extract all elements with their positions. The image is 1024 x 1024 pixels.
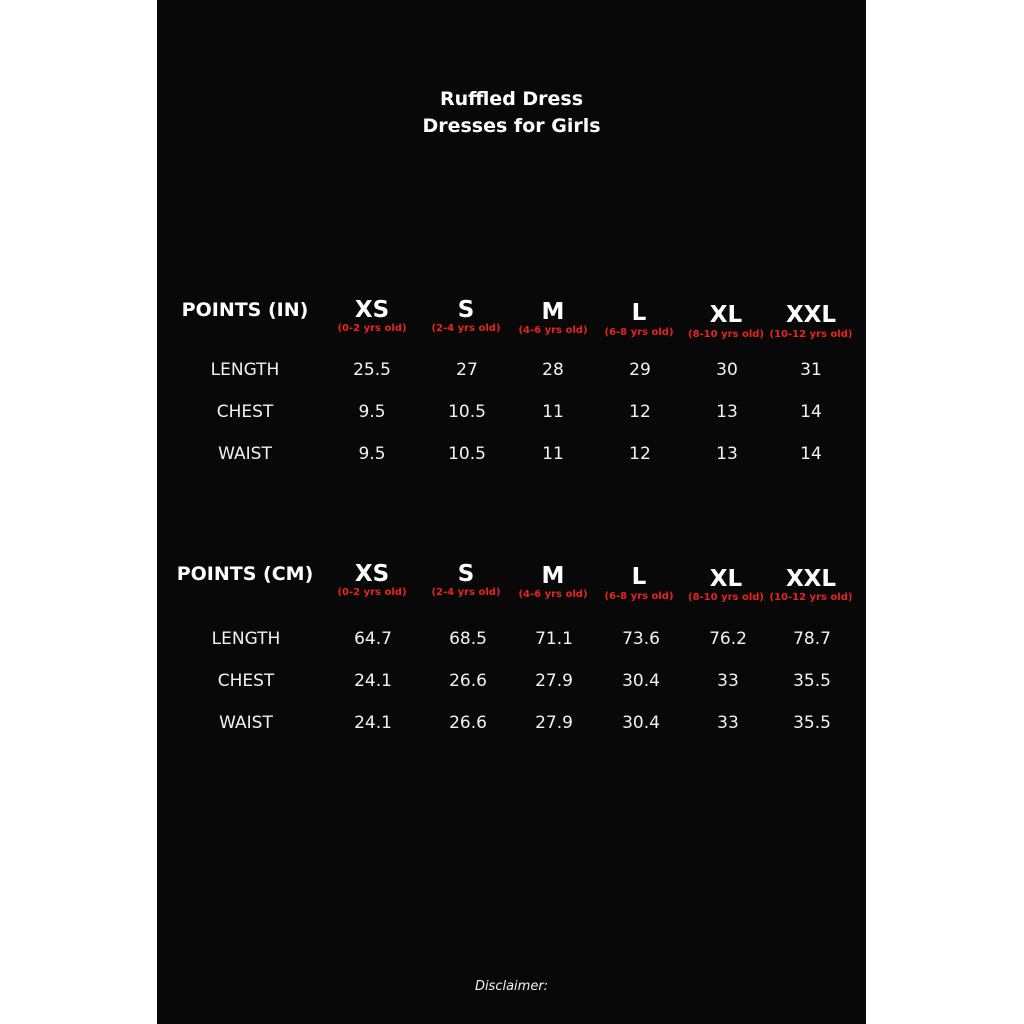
value-cell: 26.6 — [449, 713, 487, 733]
size-m-in: M — [541, 299, 565, 325]
value-cell: 9.5 — [358, 402, 386, 422]
value-cell: 14 — [800, 444, 822, 464]
age-s-cm: (2-4 yrs old) — [431, 587, 501, 598]
value-cell: 12 — [629, 444, 651, 464]
row-label-chest-in: CHEST — [216, 402, 274, 422]
value-cell: 33 — [717, 671, 739, 691]
size-xs-cm: XS — [354, 561, 390, 587]
value-cell: 11 — [542, 444, 564, 464]
value-cell: 78.7 — [793, 629, 831, 649]
value-cell: 26.6 — [449, 671, 487, 691]
row-label-waist-cm: WAIST — [219, 713, 273, 733]
size-l-cm: L — [631, 564, 647, 590]
value-cell: 11 — [542, 402, 564, 422]
value-cell: 10.5 — [448, 444, 486, 464]
age-xxl-cm: (10-12 yrs old) — [769, 592, 853, 603]
age-m-in: (4-6 yrs old) — [518, 325, 588, 336]
value-cell: 64.7 — [354, 629, 392, 649]
value-cell: 9.5 — [358, 444, 386, 464]
age-s-in: (2-4 yrs old) — [431, 323, 501, 334]
age-xl-cm: (8-10 yrs old) — [688, 592, 764, 603]
size-s-in: S — [457, 297, 475, 323]
size-xxl-in: XXL — [785, 302, 837, 328]
value-cell: 71.1 — [535, 629, 573, 649]
disclaimer-text: Disclaimer: — [474, 979, 549, 994]
row-label-length-cm: LENGTH — [211, 629, 281, 649]
value-cell: 10.5 — [448, 402, 486, 422]
age-xl-in: (8-10 yrs old) — [688, 329, 764, 340]
value-cell: 30 — [716, 360, 738, 380]
size-xs-in: XS — [354, 297, 390, 323]
value-cell: 24.1 — [354, 713, 392, 733]
value-cell: 76.2 — [709, 629, 747, 649]
size-l-in: L — [631, 300, 647, 326]
age-m-cm: (4-6 yrs old) — [518, 589, 588, 600]
age-xs-in: (0-2 yrs old) — [337, 323, 407, 334]
size-xl-cm: XL — [709, 566, 743, 592]
age-l-cm: (6-8 yrs old) — [604, 591, 674, 602]
value-cell: 12 — [629, 402, 651, 422]
value-cell: 33 — [717, 713, 739, 733]
size-m-cm: M — [541, 563, 565, 589]
value-cell: 30.4 — [622, 671, 660, 691]
value-cell: 27 — [456, 360, 478, 380]
value-cell: 30.4 — [622, 713, 660, 733]
product-title: Ruffled Dress — [439, 88, 584, 110]
value-cell: 68.5 — [449, 629, 487, 649]
value-cell: 27.9 — [535, 671, 573, 691]
value-cell: 13 — [716, 444, 738, 464]
age-l-in: (6-8 yrs old) — [604, 327, 674, 338]
product-category: Dresses for Girls — [422, 115, 601, 137]
value-cell: 25.5 — [353, 360, 391, 380]
row-label-length-in: LENGTH — [210, 360, 280, 380]
points-header-in: POINTS (IN) — [181, 299, 309, 321]
value-cell: 28 — [542, 360, 564, 380]
value-cell: 27.9 — [535, 713, 573, 733]
value-cell: 73.6 — [622, 629, 660, 649]
points-header-cm: POINTS (CM) — [176, 563, 314, 585]
size-xxl-cm: XXL — [785, 566, 837, 592]
size-chart-page — [157, 0, 866, 1024]
value-cell: 29 — [629, 360, 651, 380]
value-cell: 24.1 — [354, 671, 392, 691]
age-xxl-in: (10-12 yrs old) — [769, 329, 853, 340]
size-s-cm: S — [457, 561, 475, 587]
age-xs-cm: (0-2 yrs old) — [337, 587, 407, 598]
size-xl-in: XL — [709, 302, 743, 328]
value-cell: 14 — [800, 402, 822, 422]
value-cell: 35.5 — [793, 671, 831, 691]
value-cell: 35.5 — [793, 713, 831, 733]
row-label-waist-in: WAIST — [218, 444, 272, 464]
value-cell: 13 — [716, 402, 738, 422]
row-label-chest-cm: CHEST — [217, 671, 275, 691]
value-cell: 31 — [800, 360, 822, 380]
